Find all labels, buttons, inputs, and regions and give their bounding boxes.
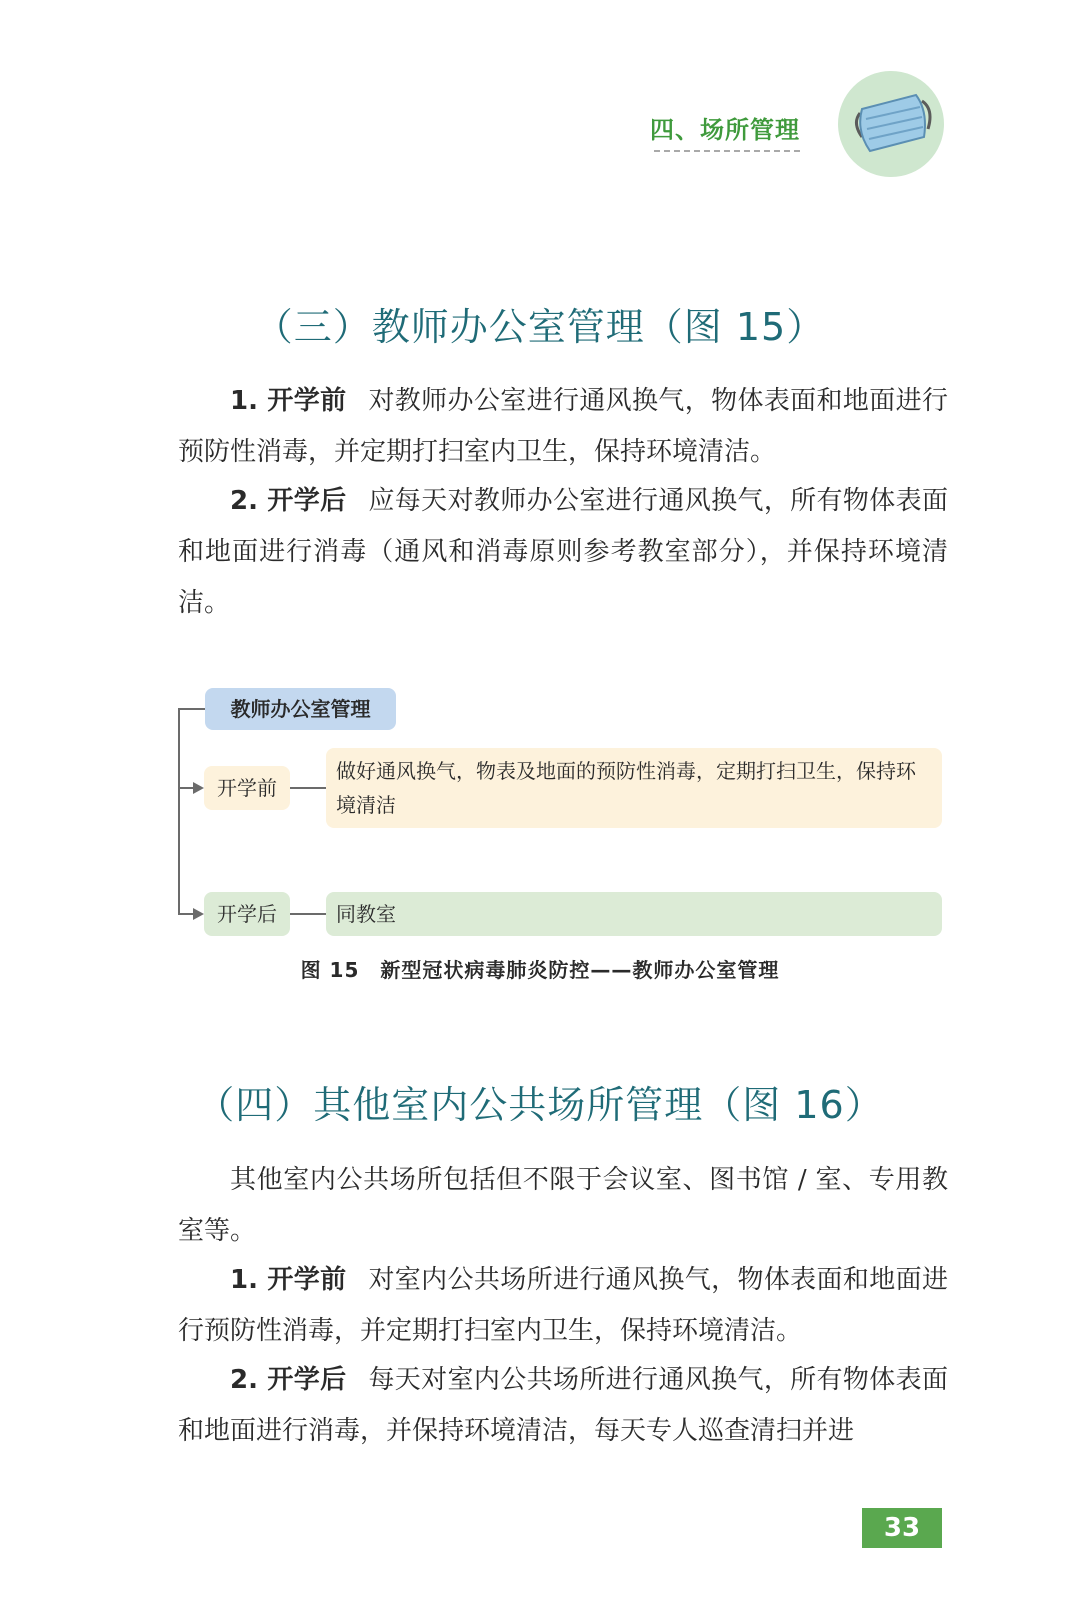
mask-badge (838, 71, 944, 177)
paragraph-after-school (178, 1355, 948, 1457)
paragraph-before-school (178, 376, 948, 478)
chapter-divider (654, 150, 800, 152)
diagram-node-before: 开学前 (204, 766, 290, 810)
arrow-right-icon (193, 782, 204, 794)
diagram-desc-before: 做好通风换气，物表及地面的预防性消毒，定期打扫卫生，保持环境清洁 (326, 748, 942, 828)
paragraph-lead: 2. 开学后 (230, 1365, 347, 1395)
paragraph-text: 应每天对教师办公室进行通风换气，所有物体表面和地面进行消毒（通风和消毒原则参考教室部分），并保持环境清洁。 (178, 486, 948, 618)
chapter-label: 四、场所管理 (650, 115, 800, 144)
diagram-root-node: 教师办公室管理 (205, 688, 396, 730)
page-number: 33 (862, 1508, 942, 1548)
diagram-trunk (178, 709, 180, 915)
paragraph-before-school (178, 1255, 948, 1357)
arrow-right-icon (193, 908, 204, 920)
paragraph-lead: 1. 开学前 (230, 1265, 347, 1295)
diagram-branch-root (178, 708, 205, 710)
section-title-public-rooms: （四）其他室内公共场所管理（图 16） (196, 1083, 884, 1127)
paragraph-after-school (178, 476, 948, 629)
diagram-connector-after (290, 913, 326, 915)
face-mask-icon (838, 71, 944, 177)
paragraph-text: 对室内公共场所进行通风换气，物体表面和地面进行预防性消毒，并定期打扫室内卫生，保持环境清洁。 (178, 1265, 948, 1346)
diagram-desc-after: 同教室 (326, 892, 942, 936)
section-title-office: （三）教师办公室管理（图 15） (254, 305, 826, 349)
diagram-node-after: 开学后 (204, 892, 290, 936)
paragraph-text: 对教师办公室进行通风换气，物体表面和地面进行预防性消毒，并定期打扫室内卫生，保持环境清洁。 (178, 386, 948, 467)
paragraph-lead: 1. 开学前 (230, 386, 347, 416)
figure-caption: 图 15 新型冠状病毒肺炎防控——教师办公室管理 (300, 958, 780, 982)
paragraph-intro: 其他室内公共场所包括但不限于会议室、图书馆 / 室、专用教室等。 (178, 1165, 948, 1246)
paragraph-lead: 2. 开学后 (230, 486, 347, 516)
paragraph-text: 每天对室内公共场所进行通风换气，所有物体表面和地面进行消毒，并保持环境清洁，每天专人巡查清扫并进 (178, 1365, 948, 1446)
diagram-connector-before (290, 787, 326, 789)
